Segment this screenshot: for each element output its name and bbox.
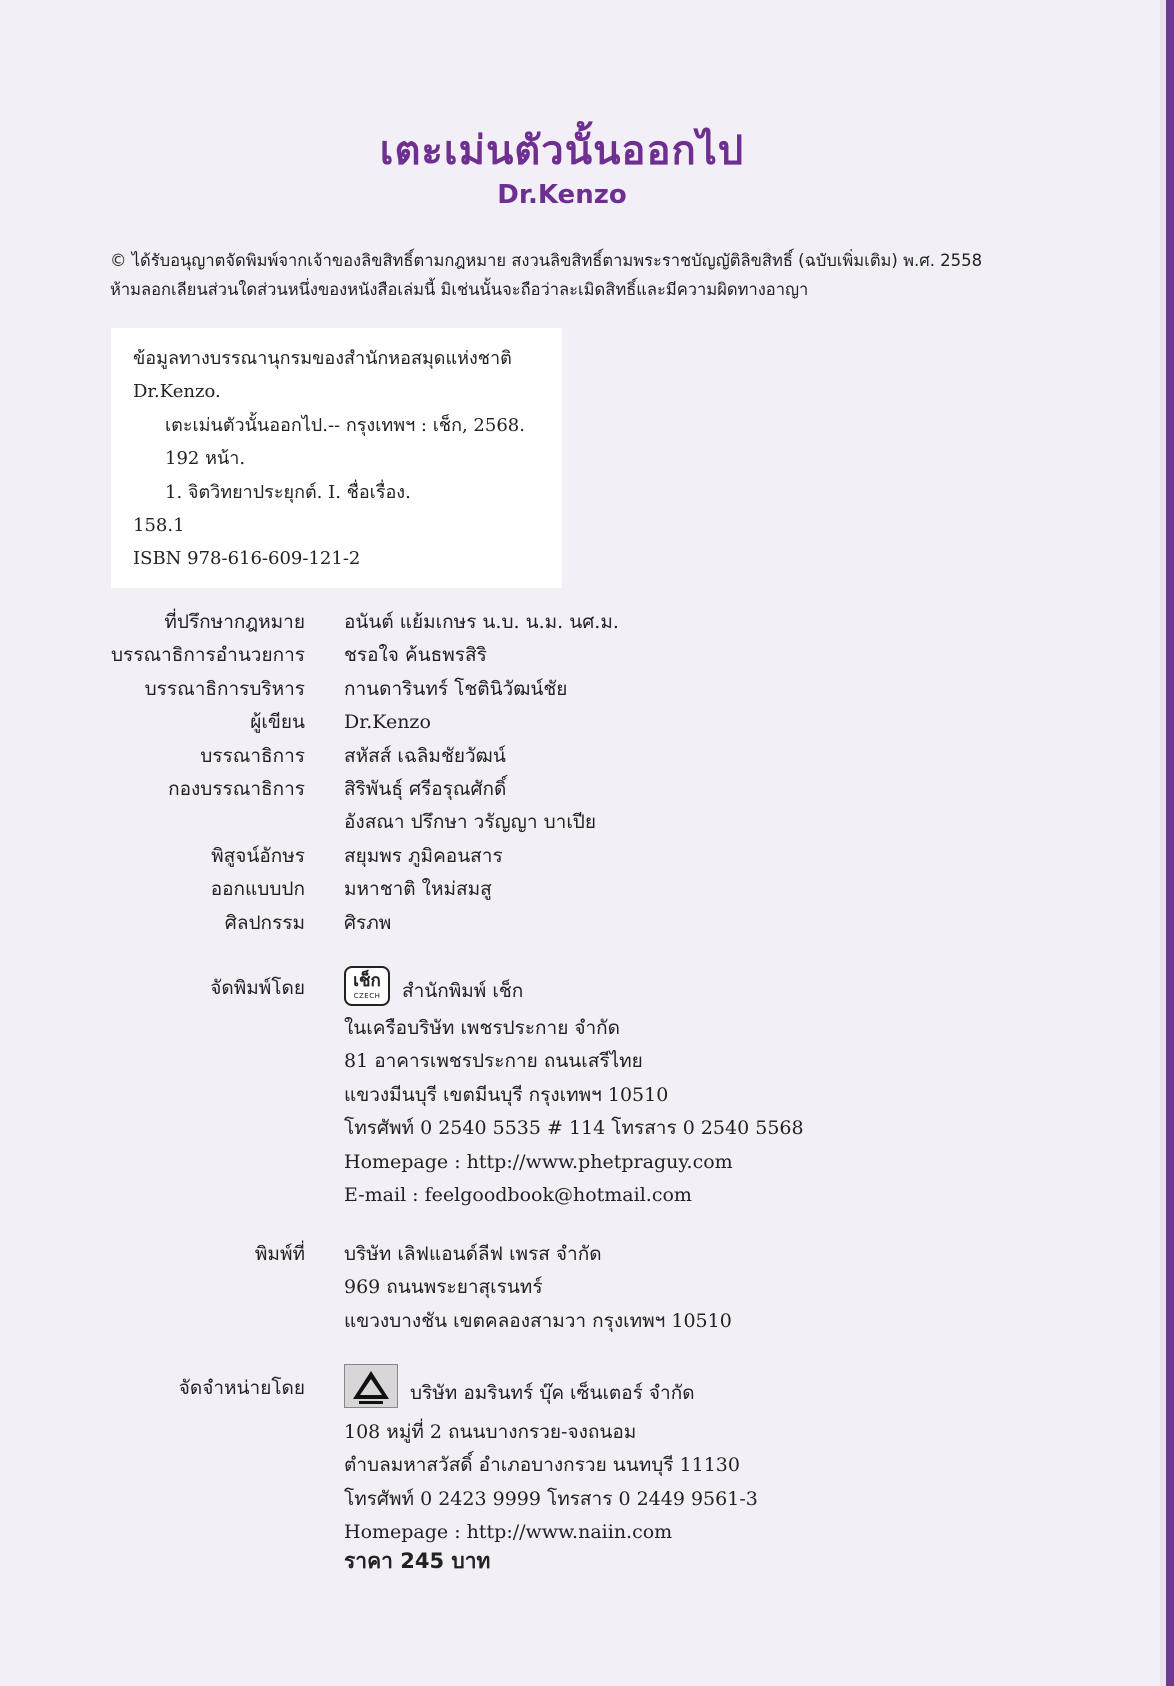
credit-label: ศิลปกรรม (224, 911, 305, 934)
publisher-address: แขวงมีนบุรี เขตมีนบุรี กรุงเทพฯ 10510 (344, 1083, 669, 1106)
copyright-notice (110, 246, 1070, 304)
credit-row (0, 740, 1100, 773)
credit-row (0, 907, 1100, 940)
credit-row (0, 673, 1100, 706)
cip-pages: 192 หน้า. (165, 448, 246, 470)
cip-data-box (111, 328, 562, 588)
credit-label: ที่ปรึกษากฎหมาย (164, 611, 305, 633)
publisher-name: สำนักพิมพ์ เช็ก (402, 980, 524, 1002)
printer-address: แขวงบางชัน เขตคลองสามวา กรุงเทพฯ 10510 (344, 1309, 732, 1332)
printer-address: 969 ถนนพระยาสุเรนทร์ (344, 1276, 543, 1299)
credit-row (0, 873, 1100, 906)
credit-row (0, 606, 1100, 639)
credit-label: กองบรรณาธิการ (168, 777, 305, 800)
credit-row (0, 706, 1100, 739)
credit-row (0, 639, 1100, 672)
czech-logo-icon (344, 966, 390, 1006)
publisher-homepage: Homepage : http://www.phetpraguy.com (344, 1150, 733, 1173)
distributor-address: 108 หมู่ที่ 2 ถนนบางกรวย-จงถนอม (344, 1421, 637, 1443)
publisher-phone: โทรศัพท์ 0 2540 5535 # 114 โทรสาร 0 2540 5568 (344, 1117, 804, 1140)
credit-row (0, 773, 1100, 806)
publisher-name-line (344, 972, 804, 1012)
credit-value: กานดารินทร์ โชตินิวัฒน์ชัย (344, 677, 568, 700)
credit-value: สิริพันธุ์ ศรีอรุณศักดิ์ (344, 777, 507, 800)
book-author: Dr.Kenzo (497, 180, 627, 210)
distributor-address: ตำบลมหาสวัสดิ์ อำเภอบางกรวย นนทบุรี 11130 (344, 1454, 740, 1477)
credit-label: ผู้เขียน (250, 711, 305, 734)
printer-name: บริษัท เลิฟแอนด์ลีฟ เพรส จำกัด (344, 1243, 602, 1265)
publisher-label: จัดพิมพ์โดย (210, 977, 305, 999)
cip-title: เตะเม่นตัวนั้นออกไป.-- กรุงเทพฯ : เช็ก, 2568. (165, 414, 525, 436)
credit-row (0, 840, 1100, 873)
credit-label: บรรณาธิการบริหาร (144, 677, 305, 700)
distributor-label: จัดจำหน่ายโดย (178, 1377, 305, 1399)
copyright-line: © ได้รับอนุญาตจัดพิมพ์จากเจ้าของลิขสิทธิ์ตามกฎหมาย สงวนลิขสิทธิ์ตามพระราชบัญญัติลิขสิทธิ์ (ฉบับเพิ่มเติม) พ.ศ. 2558 (110, 251, 983, 270)
publisher-address: 81 อาคารเพชรประกาย ถนนเสรีไทย (344, 1050, 643, 1073)
distributor-name-line (344, 1372, 758, 1416)
credit-label: บรรณาธิการอำนวยการ (111, 644, 305, 667)
distributor-phone: โทรศัพท์ 0 2423 9999 โทรสาร 0 2449 9561-3 (344, 1487, 758, 1510)
publisher-email: E-mail : feelgoodbook@hotmail.com (344, 1184, 692, 1207)
credit-label: บรรณาธิการ (200, 744, 305, 767)
credit-value: ชรอใจ ค้นธพรสิริ (344, 644, 487, 667)
credit-value: อังสณา ปรึกษา วรัญญา บาเปีย (344, 811, 597, 834)
amarin-logo-icon (344, 1364, 398, 1408)
page-edge-purple (1166, 0, 1174, 1686)
book-price: ราคา 245 บาท (344, 1549, 491, 1573)
czech-logo-subtext: CZECH (353, 992, 381, 1000)
credit-value: อนันต์ แย้มเกษร น.บ. น.ม. นศ.ม. (344, 611, 619, 633)
credit-value: สหัสส์ เฉลิมชัยวัฒน์ (344, 744, 506, 767)
credit-label: ออกแบบปก (210, 878, 305, 901)
cip-heading: ข้อมูลทางบรรณานุกรมของสำนักหอสมุดแห่งชาติ (133, 348, 512, 369)
printer-label: พิมพ์ที่ (254, 1243, 305, 1265)
credit-row (0, 806, 1100, 839)
cip-subjects: 1. จิตวิทยาประยุกต์. I. ชื่อเรื่อง. (165, 481, 411, 503)
publisher-group: ในเครือบริษัท เพชรประกาย จำกัด (344, 1017, 621, 1039)
cip-classification: 158.1 (133, 515, 185, 537)
cip-author: Dr.Kenzo. (133, 381, 221, 403)
cip-isbn: ISBN 978-616-609-121-2 (133, 548, 361, 570)
credit-value: สยุมพร ภูมิคอนสาร (344, 844, 503, 867)
copyright-line: ห้ามลอกเลียนส่วนใดส่วนหนึ่งของหนังสือเล่มนี้ มิเช่นนั้นจะถือว่าละเมิดสิทธิ์และมีความผิดทางอาญา (110, 280, 809, 299)
credit-value: ศิรภพ (344, 911, 392, 934)
distributor-homepage: Homepage : http://www.naiin.com (344, 1521, 673, 1544)
credits-list (0, 606, 1100, 940)
credit-label: พิสูจน์อักษร (211, 844, 305, 867)
credit-value: มหาชาติ ใหม่สมสู (344, 878, 492, 901)
book-title: เตะเม่นตัวนั้นออกไป (379, 128, 745, 174)
credit-value: Dr.Kenzo (344, 711, 431, 734)
czech-logo-text: เช็ก (353, 971, 381, 991)
distributor-name: บริษัท อมรินทร์ บุ๊ค เซ็นเตอร์ จำกัด (410, 1382, 695, 1404)
